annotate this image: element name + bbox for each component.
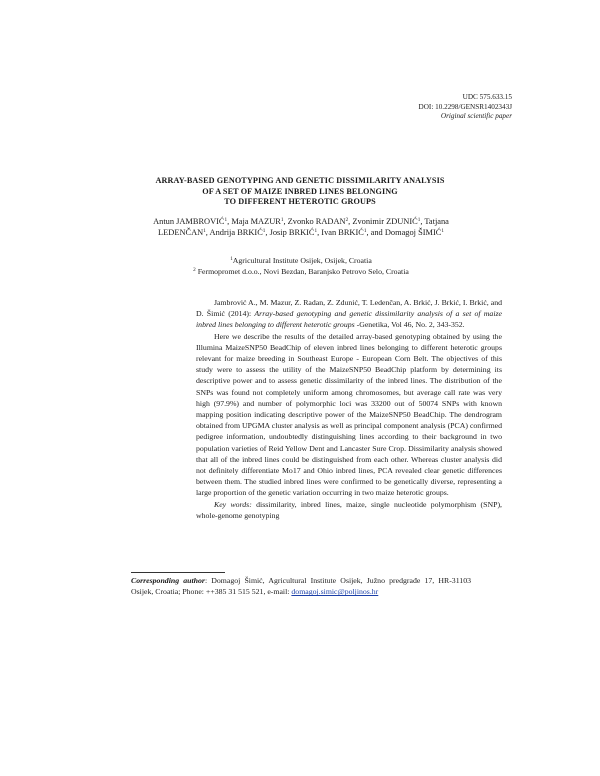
citation <box>196 297 502 331</box>
affiliation-text: Fermopromet d.o.o., Novi Bezdan, Baranjsko Petrovo Selo, Croatia <box>197 267 409 277</box>
affiliation-marker: 1 <box>224 217 228 223</box>
udc-code: UDC 575.633.15 <box>462 93 512 101</box>
author-name: Josip BRKIĆ <box>269 228 315 238</box>
citation-title: Array-based genotyping and genetic dissimilarity analysis of a set of maize inbred lines belonging to different heterotic groups <box>196 309 502 330</box>
author-list: Antun JAMBROVIĆ$^1$, Maja MAZUR$^1$, Zvonko RADAN$^2$, Zvonimir ZDUNIĆ$^1$, Tatjana LEDENČAN$^1$, Andrija BRKIĆ$^1$, Josip BRKIĆ$^1$, Ivan BRKIĆ$^1$, and Domagoj ŠIMIĆ$^1$ <box>153 217 449 238</box>
affiliation-marker: 1 <box>441 228 444 235</box>
author-name: Maja MAZUR <box>231 217 281 226</box>
corresponding-author-note <box>131 575 471 598</box>
footnote-divider <box>131 572 225 573</box>
author-name: Ivan BRKIĆ <box>321 228 364 238</box>
title-line: ARRAY-BASED GENOTYPING AND GENETIC DISSIMILARITY ANALYSIS <box>155 176 445 185</box>
doi: DOI: 10.2298/GENSR1402343J <box>418 102 512 111</box>
affiliation-marker: 1 <box>314 228 318 235</box>
affiliation-text: Agricultural Institute Osijek, Osijek, Croatia <box>232 256 372 265</box>
abstract-block <box>196 297 502 521</box>
paper-title <box>130 176 470 208</box>
affiliation-marker: 1 <box>203 228 206 235</box>
affiliation-number: 1 <box>230 256 233 262</box>
author-name: Tatjana LEDENČAN <box>158 217 449 238</box>
affiliation-marker: 2 <box>345 217 349 223</box>
keywords-label: Key words: <box>214 499 252 509</box>
affiliation-marker: 1 <box>417 217 421 223</box>
affiliation <box>150 255 452 266</box>
keywords <box>196 499 502 521</box>
citation-journal: -Genetika, Vol 46, No. 2, 343-352. <box>354 320 465 330</box>
citation-authors: Jambrović A., M. Mazur, Z. Radan, Z. Zdunić, T. Ledenčan, A. Brkić, J. Brkić, I. Brkić, and D. Šimić (2014): <box>196 298 502 319</box>
author-name: Antun JAMBROVIĆ <box>153 217 225 226</box>
email-link[interactable]: domagoj.simic@poljinos.hr <box>291 587 379 597</box>
paper-type: Original scientific paper <box>440 112 512 121</box>
author-name: Zvonko RADAN <box>287 217 346 226</box>
affiliation <box>150 266 452 277</box>
title-line: TO DIFFERENT HETEROTIC GROUPS <box>224 197 376 207</box>
affiliation-marker: 1 <box>280 217 284 223</box>
affiliation-marker: 1 <box>363 228 367 235</box>
affiliations <box>150 255 452 278</box>
article-metadata <box>419 93 512 122</box>
author-name: Andrija BRKIĆ <box>209 228 263 238</box>
keywords-text: dissimilarity, inbred lines, maize, single nucleotide polymorphism (SNP), whole-genome genotyping <box>196 499 502 520</box>
title-line: OF A SET OF MAIZE INBRED LINES BELONGING <box>202 186 398 196</box>
abstract-text: Here we describe the results of the detailed array-based genotyping obtained by using the Illumina MaizeSNP50 BeadChip of eleven inbred lines belonging to different heterotic groups relevant for maize breeding in Southeast Europe - European Corn Belt. The objectives of this study were to assess the utility of the MaizeSNP50 BeadChip platform by determining its descriptive power and to assess genetic dissimilarity of the inbred lines. The distribution of the SNPs was found not completely uniform among chromosomes, but average call rate was very high (97.9%) and number of polymorphic loci was 33200 out of 50074 SNPs with known mapping position indicating descriptive power of the MaizeSNP50 BeadChip. The dendrogram obtained from UPGMA cluster analysis as well as principal component analysis (PCA) confirmed pedigree information, undoubtedly distinguishing lines according to their background in two population varieties of Reid Yellow Dent and Lancaster Sure Crop. Dissimilarity analysis showed that all of the inbred lines could be distinguished from each other. Whereas cluster analysis did not definitely differentiate Mo17 and Ohio inbred lines, PCA revealed clear genetic differences between them. The studied inbred lines were confirmed to be genetically diverse, representing a large proportion of the genetic variation occurring in two maize heterotic groups. <box>196 331 502 498</box>
affiliation-number: 2 <box>193 267 196 274</box>
author-name: Domagoj ŠIMIĆ <box>384 228 442 238</box>
affiliation-marker: 1 <box>262 228 266 235</box>
author-name: Zvonimir ZDUNIĆ <box>352 217 418 226</box>
corresponding-author-label: Corresponding author <box>131 576 205 585</box>
corresponding-author-details: : Domagoj Šimić, Agricultural Institute Osijek, Južno predgrađe 17, HR-31103 Osijek, Croatia; Phone: ++385 31 515 521, e-mail: <box>131 576 472 597</box>
